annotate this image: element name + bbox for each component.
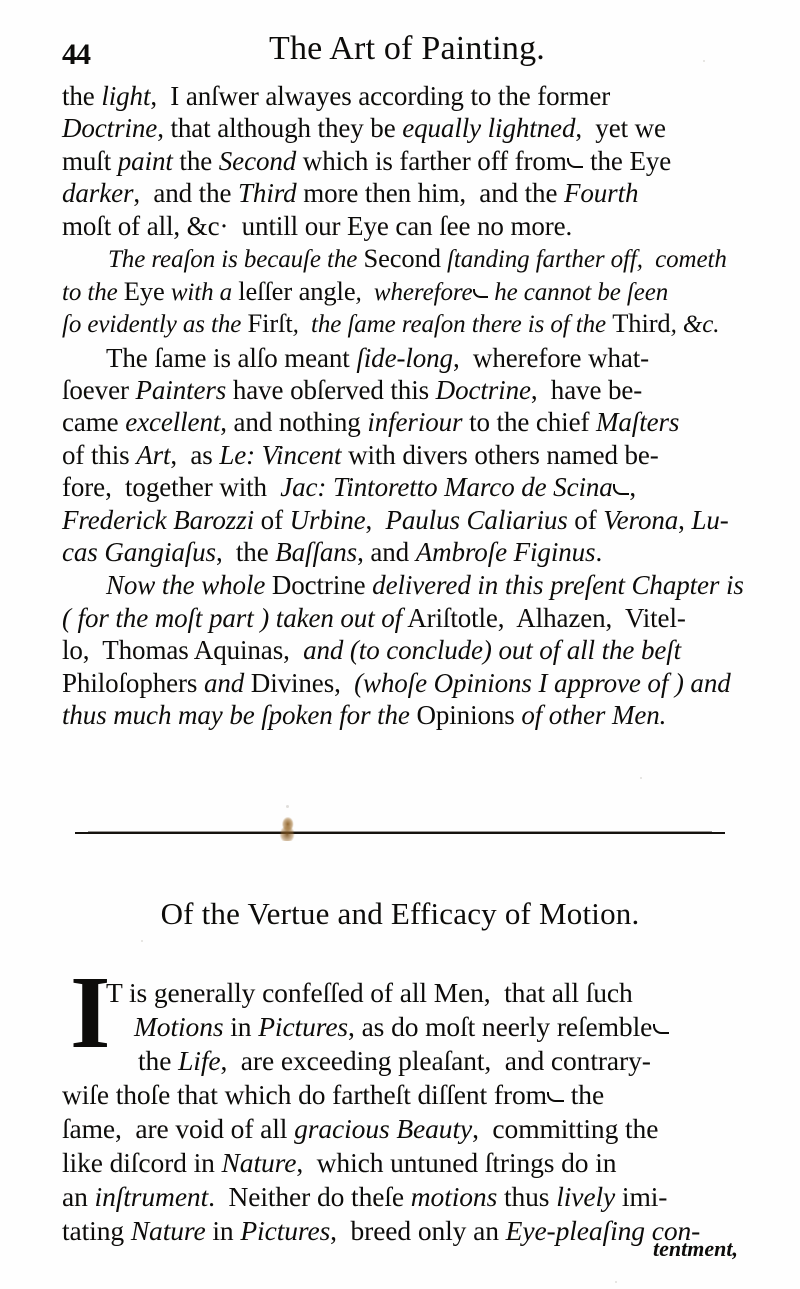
folio-number: 44 [62, 38, 90, 71]
paper-speckle [640, 777, 642, 779]
text-line: The reaſon is becauſe the Second ſtanding farther off, cometh [108, 243, 727, 274]
text-line: T is generally confeſſed of all Men, that all ſuch [106, 977, 633, 1008]
swash-flourish-icon [613, 481, 630, 496]
chapter-text-block [62, 955, 752, 1248]
text-line: came excellent, and nothing inferiour to the chief Maſters [62, 407, 680, 438]
text-line: The ſame is alſo meant ſide-long, wherefore what- [106, 342, 650, 373]
swash-flourish-icon [547, 1089, 564, 1104]
text-line: cas Gangiaſus, the Baſſans, and Ambroſe Figinus. [62, 536, 603, 567]
text-line: wiſe thoſe that which do fartheſt diſſent from the [62, 1079, 605, 1110]
paper-speckle [286, 805, 289, 808]
text-line: thus much may be ſpoken for the Opinions of other Men. [62, 700, 667, 730]
running-head-title: The Art of Painting. [269, 30, 545, 67]
swash-flourish-icon [567, 155, 584, 170]
text-line: Doctrine, that although they be equally lightned, yet we [62, 113, 666, 144]
text-line: Now the whole Doctrine delivered in this preſent Chapter is [106, 570, 744, 601]
text-line: lo, Thomas Aquinas, and (to conclude) out of all the beſt [62, 635, 682, 666]
text-line: darker, and the Third more then him, and the Fourth [62, 178, 639, 209]
text-line: the light, I anſwer alwayes according to the former [62, 81, 611, 111]
paragraph-3 [62, 342, 738, 569]
drop-cap: I [70, 955, 111, 1070]
paragraph-2 [62, 243, 738, 341]
text-line: fore, together with Jac: Tintoretto Marco de Scina , [62, 472, 637, 503]
text-line: moſt of all, &c· untill our Eye can ſee no more. [62, 210, 573, 241]
paragraph-4 [62, 569, 744, 731]
text-line: an inſtrument. Neither do theſe motions thus lively imi- [62, 1181, 668, 1212]
paper-speckle [141, 940, 143, 942]
body-text-block [62, 80, 744, 732]
text-line: ſame, are void of all gracious Beauty, committing the [62, 1113, 659, 1144]
text-line: muſt paint the Second which is farther off from the Eye [62, 145, 672, 176]
text-line: ( for the moſt part ) taken out of Ariſtotle, Alhazen, Vitel- [62, 602, 686, 633]
text-line: Philoſophers and Divines, (whoſe Opinions I approve of ) and [62, 667, 731, 698]
catchword: tentment, [653, 1236, 738, 1261]
horizontal-rule [75, 832, 725, 834]
text-line: the Life, are exceeding pleaſant, and contrary- [138, 1045, 651, 1076]
text-line: to the Eye with a leſſer angle, wherefore he cannot be ſeen [62, 275, 669, 306]
section-divider [0, 826, 800, 840]
swash-flourish-icon [473, 286, 489, 300]
text-line: ſoever Painters have obſerved this Doctrine, have be- [62, 374, 643, 405]
text-line: Frederick Barozzi of Urbine, Paulus Caliarius of Verona, Lu- [62, 504, 729, 535]
chapter-heading: Of the Vertue and Efficacy of Motion. [160, 896, 640, 931]
text-line: ſo evidently as the Firſt, the ſame reaſon there is of the Third, &c. [62, 308, 720, 339]
paragraph-1 [62, 80, 738, 242]
text-line: of this Art, as Le: Vincent with divers others named be- [62, 439, 659, 470]
text-line: tating Nature in Pictures, breed only an Eye-pleaſing con- [62, 1215, 701, 1246]
running-head [0, 30, 800, 78]
swash-flourish-icon [652, 1021, 669, 1036]
paper-speckle [615, 1281, 617, 1283]
text-line: Motions in Pictures, as do moſt neerly reſemble [62, 1010, 752, 1044]
foxing-stain [279, 817, 296, 841]
text-line: like diſcord in Nature, which untuned ſtrings do in [62, 1147, 617, 1178]
